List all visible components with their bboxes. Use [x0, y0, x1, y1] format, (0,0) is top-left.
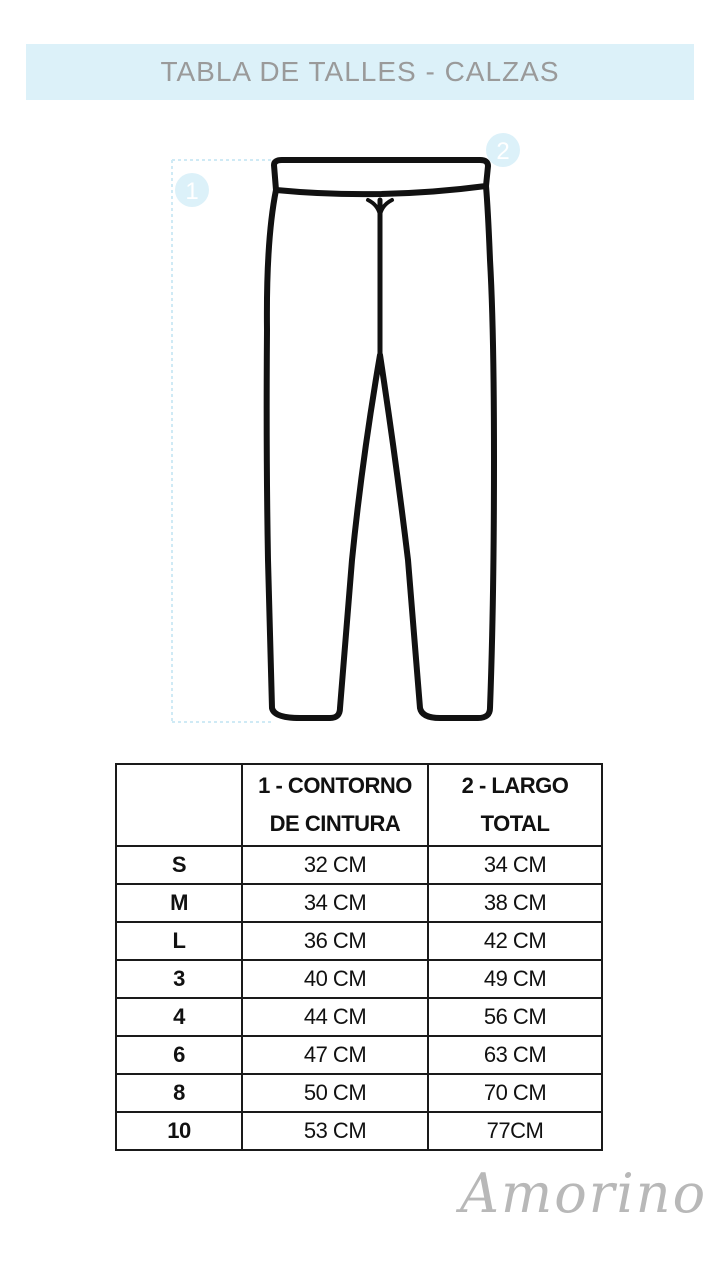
- waist-cell: 34 CM: [242, 884, 428, 922]
- marker-2: [486, 133, 520, 167]
- waist-cell: 50 CM: [242, 1074, 428, 1112]
- title-banner: [26, 44, 694, 100]
- table-row: [116, 846, 602, 884]
- size-cell: 10: [116, 1112, 242, 1150]
- length-cell: 49 CM: [428, 960, 602, 998]
- length-cell: 56 CM: [428, 998, 602, 1036]
- leggings-diagram: [0, 120, 720, 740]
- size-cell: S: [116, 846, 242, 884]
- table-row: [116, 1074, 602, 1112]
- length-cell: 38 CM: [428, 884, 602, 922]
- waistband: [274, 160, 488, 194]
- marker-1-label: 1: [185, 178, 199, 205]
- leggings-outline: [267, 160, 494, 718]
- table-row: [116, 884, 602, 922]
- header-waist-line1: 1 - CONTORNO: [258, 773, 412, 798]
- waist-cell: 40 CM: [242, 960, 428, 998]
- page-title: TABLA DE TALLES - CALZAS: [160, 56, 560, 87]
- size-table: [115, 763, 603, 1151]
- table-header-row: [116, 764, 602, 846]
- length-cell: 70 CM: [428, 1074, 602, 1112]
- length-cell: 63 CM: [428, 1036, 602, 1074]
- header-length-line2: TOTAL: [480, 811, 550, 836]
- header-length: [428, 764, 602, 846]
- size-cell: 8: [116, 1074, 242, 1112]
- header-waist: [242, 764, 428, 846]
- waist-cell: 47 CM: [242, 1036, 428, 1074]
- length-cell: 34 CM: [428, 846, 602, 884]
- waist-cell: 53 CM: [242, 1112, 428, 1150]
- marker-1: [175, 173, 209, 207]
- waist-cell: 44 CM: [242, 998, 428, 1036]
- table-row: [116, 998, 602, 1036]
- header-waist-line2: DE CINTURA: [269, 811, 401, 836]
- table-row: [116, 922, 602, 960]
- header-size: [116, 764, 242, 846]
- length-cell: 77CM: [428, 1112, 602, 1150]
- size-cell: L: [116, 922, 242, 960]
- table-row: [116, 960, 602, 998]
- waist-cell: 32 CM: [242, 846, 428, 884]
- size-cell: 3: [116, 960, 242, 998]
- size-cell: M: [116, 884, 242, 922]
- length-cell: 42 CM: [428, 922, 602, 960]
- table-row: [116, 1036, 602, 1074]
- size-cell: 6: [116, 1036, 242, 1074]
- size-cell: 4: [116, 998, 242, 1036]
- brand-logo: Amorino: [460, 1162, 708, 1225]
- marker-2-label: 2: [496, 138, 510, 165]
- table-row: [116, 1112, 602, 1150]
- waist-cell: 36 CM: [242, 922, 428, 960]
- header-length-line1: 2 - LARGO: [461, 773, 569, 798]
